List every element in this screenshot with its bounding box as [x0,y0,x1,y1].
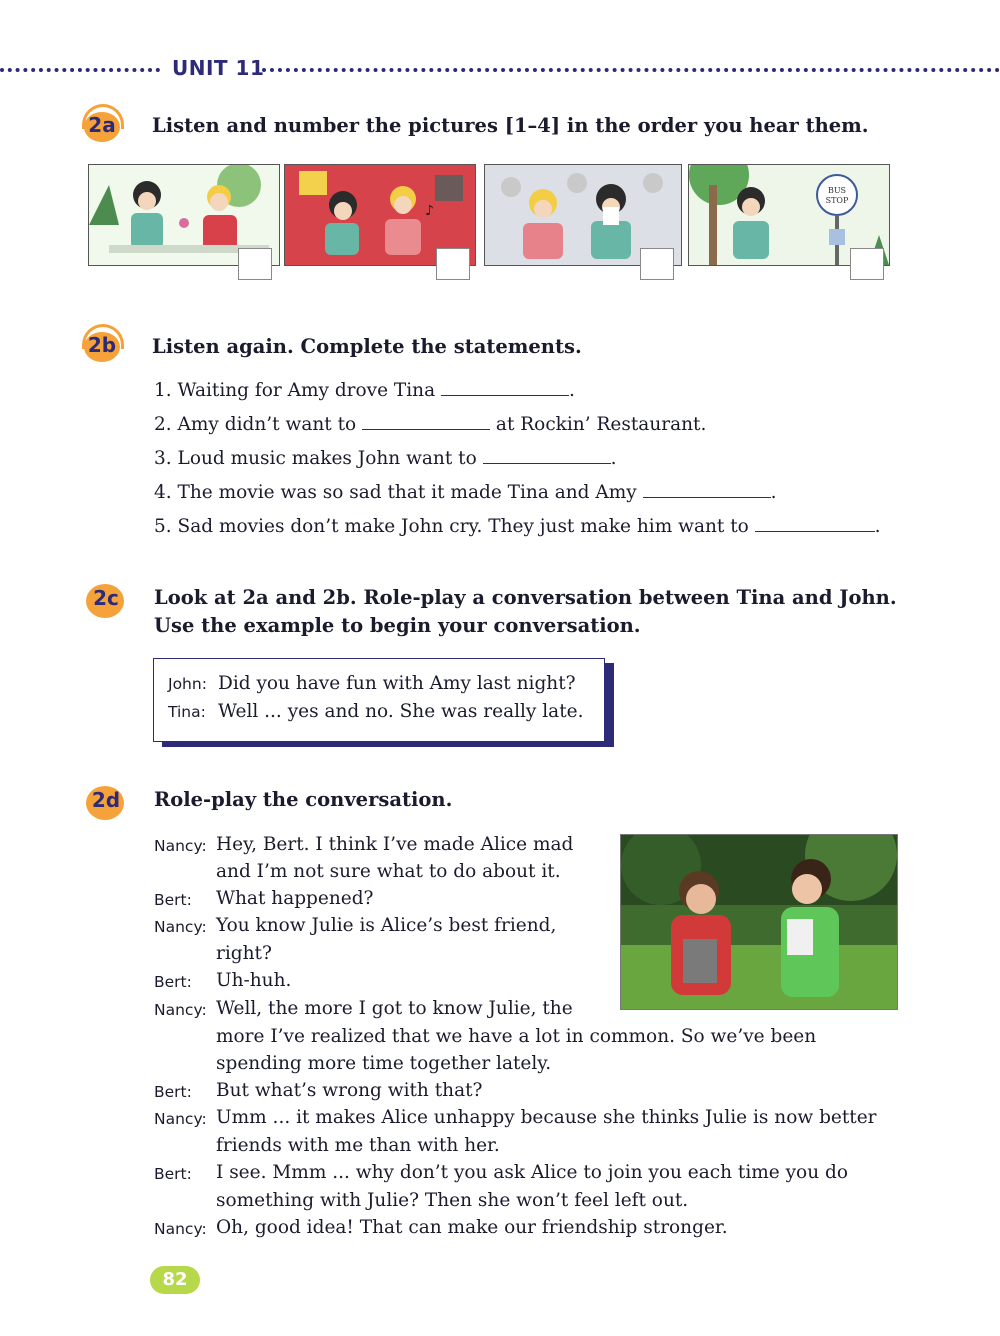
dialogue-line: Uh-huh. [216,970,292,991]
svg-text:STOP: STOP [825,196,849,205]
instruction-2c-line1: Look at 2a and 2b. Role-play a conversation between Tina and John. [154,586,897,609]
answer-box-3[interactable] [640,248,674,280]
answer-box-1[interactable] [238,248,272,280]
answer-box-4[interactable] [850,248,884,280]
dialogue-line: Oh, good idea! That can make our friendship stronger. [216,1217,728,1238]
dialogue-speaker-2: Bert: [154,891,192,909]
dialogue-speaker-5: Nancy: [154,1001,207,1019]
dialogue-line: But what’s wrong with that? [216,1080,483,1101]
blank-1[interactable] [441,381,569,396]
svg-text:♪: ♪ [425,203,434,219]
statement-2: 2. Amy didn’t want to at Rockin’ Restaurant. [154,414,707,435]
blank-4[interactable] [643,483,771,498]
dialogue-line: friends with me than with her. [216,1135,500,1156]
dialogue-line: Hey, Bert. I think I’ve made Alice mad [216,834,574,855]
answer-box-2[interactable] [436,248,470,280]
blank-5[interactable] [755,517,875,532]
dialogue-line: I see. Mmm ... why don’t you ask Alice to join you each time you do [216,1162,848,1183]
dialogue-speaker-7: Nancy: [154,1110,207,1128]
instruction-2c-line2: Use the example to begin your conversation. [154,614,641,637]
example-line-john: John: Did you have fun with Amy last night? [168,673,576,694]
badge-2c: 2c [84,582,128,622]
badge-2a: 2a [80,104,124,144]
badge-2b: 2b [80,324,124,364]
statement-3: 3. Loud music makes John want to . [154,448,617,469]
dialogue-speaker-4: Bert: [154,973,192,991]
instruction-2d: Role-play the conversation. [154,788,453,811]
unit-title: UNIT 11 [172,56,265,80]
photo-boy-and-girl-talking [620,834,898,1010]
dialogue-line: You know Julie is Alice’s best friend, [216,915,557,936]
dialogue-line: Well, the more I got to know Julie, the [216,998,573,1019]
dialogue-speaker-3: Nancy: [154,918,207,936]
instruction-2a: Listen and number the pictures [1–4] in the order you hear them. [152,114,869,137]
instruction-2b: Listen again. Complete the statements. [152,335,582,358]
dialogue-line: more I’ve realized that we have a lot in common. So we’ve been [216,1026,817,1047]
header-dotted-rule-left [0,68,160,72]
statement-5: 5. Sad movies don’t make John cry. They just make him want to . [154,516,881,537]
dialogue-line: spending more time together lately. [216,1053,552,1074]
page-number: 82 [150,1266,200,1294]
dialogue-speaker-8: Bert: [154,1165,192,1183]
statement-4: 4. The movie was so sad that it made Tina and Amy . [154,482,777,503]
blank-3[interactable] [483,449,611,464]
example-conversation-box [153,658,605,742]
statement-1: 1. Waiting for Amy drove Tina . [154,380,575,401]
dialogue-line: right? [216,943,272,964]
dialogue-speaker-1: Nancy: [154,837,207,855]
svg-text:BUS: BUS [827,186,847,195]
dialogue-speaker-9: Nancy: [154,1220,207,1238]
example-line-tina: Tina: Well ... yes and no. She was really late. [168,701,584,722]
dialogue-line: something with Julie? Then she won’t feel left out. [216,1190,689,1211]
badge-2d: 2d [84,784,128,824]
dialogue-line: and I’m not sure what to do about it. [216,861,561,882]
dialogue-line: Umm ... it makes Alice unhappy because she thinks Julie is now better [216,1107,877,1128]
header-dotted-rule-right [262,68,1000,72]
dialogue-speaker-6: Bert: [154,1083,192,1101]
dialogue-line: What happened? [216,888,374,909]
blank-2[interactable] [362,415,490,430]
